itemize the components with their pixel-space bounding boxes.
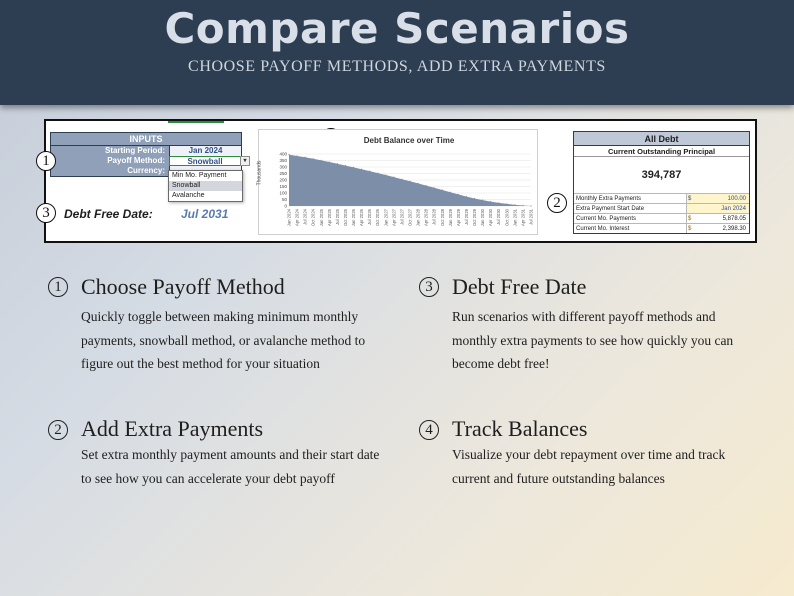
data-point xyxy=(345,165,346,166)
extra-payments-row xyxy=(574,193,749,203)
chart-y-axis-label: Thousands xyxy=(256,160,263,186)
row-label: Current Mo. Payments xyxy=(574,214,687,223)
feature-number: 3 xyxy=(419,277,439,297)
data-point xyxy=(522,205,523,206)
feature-title: Choose Payoff Method xyxy=(81,274,285,299)
input-label: Currency: xyxy=(51,166,169,176)
data-point xyxy=(401,179,402,180)
y-tick-label: 200 xyxy=(279,177,287,183)
data-point xyxy=(514,204,515,205)
marker-3: 3 xyxy=(36,203,56,223)
balance-area-series xyxy=(289,155,531,206)
data-point xyxy=(466,196,467,197)
x-tick-label: Oct 2030 xyxy=(504,208,510,226)
y-tick-label: 350 xyxy=(279,158,287,163)
data-point xyxy=(426,185,427,186)
feature-title: Debt Free Date xyxy=(452,274,587,299)
header-banner xyxy=(0,0,794,105)
extra-payment-amount[interactable]: 100.00 xyxy=(693,194,749,203)
x-tick-label: Jul 2025 xyxy=(334,209,340,225)
dropdown-option[interactable]: Snowball xyxy=(169,181,242,191)
page-subtitle: CHOOSE PAYOFF METHODS, ADD EXTRA PAYMENTS xyxy=(188,58,606,75)
input-label: Payoff Method: xyxy=(51,156,169,166)
principal-label: Current Outstanding Principal xyxy=(574,146,749,157)
feature-title: Add Extra Payments xyxy=(81,416,264,441)
x-tick-label: Oct 2024 xyxy=(310,209,316,226)
current-interest-value: 2,398.30 xyxy=(722,226,746,232)
x-tick-label: Jan 2028 xyxy=(415,209,421,227)
debt-free-label: Debt Free Date: xyxy=(64,207,153,221)
x-tick-label: Jul 2031 xyxy=(528,209,534,225)
payoff-method-cell[interactable] xyxy=(169,156,247,166)
desc-line: Quickly toggle between making minimum monthly xyxy=(81,309,359,324)
data-point xyxy=(417,183,418,184)
x-tick-label: Apr 2027 xyxy=(391,209,397,226)
currency-symbol: $ xyxy=(688,196,692,202)
x-tick-label: Apr 2028 xyxy=(423,209,429,226)
debt-free-value: Jul 2031 xyxy=(181,207,229,221)
data-point xyxy=(329,161,330,162)
x-tick-label: Jul 2029 xyxy=(463,209,469,225)
data-point xyxy=(305,157,306,158)
payoff-method-dropdown xyxy=(168,170,243,202)
x-tick-label: Apr 2030 xyxy=(488,209,494,226)
desc-line: payments, snowball method, or avalanche method to xyxy=(81,332,366,348)
extra-start-row xyxy=(574,203,749,213)
currency-symbol: $ xyxy=(688,226,692,232)
currency-symbol: $ xyxy=(688,216,692,222)
debt-balance-chart xyxy=(258,129,538,235)
input-label: Starting Period: xyxy=(51,146,169,156)
y-tick-label: 400 xyxy=(279,151,287,157)
x-tick-label: Jul 2024 xyxy=(302,209,308,225)
x-tick-label: Jul 2030 xyxy=(496,209,502,225)
marker-1: 1 xyxy=(36,151,56,171)
x-tick-label: Oct 2025 xyxy=(342,209,348,226)
x-tick-label: Oct 2027 xyxy=(407,209,413,226)
x-tick-label: Oct 2029 xyxy=(472,209,478,226)
data-point xyxy=(409,181,410,182)
y-tick-label: 300 xyxy=(279,164,287,170)
page-title: Compare Scenarios xyxy=(164,4,630,53)
data-point xyxy=(288,154,289,155)
data-point xyxy=(361,169,362,170)
data-point xyxy=(450,192,451,193)
feature-number: 2 xyxy=(48,420,68,440)
data-point xyxy=(474,198,475,199)
x-tick-label: Jan 2030 xyxy=(480,209,486,227)
feature-title: Track Balances xyxy=(452,416,588,441)
data-point xyxy=(377,173,378,174)
spreadsheet-preview xyxy=(44,119,757,243)
y-tick-label: 100 xyxy=(279,190,287,196)
data-point xyxy=(482,200,483,201)
feature-choose-payoff xyxy=(48,274,388,384)
y-tick-label: 50 xyxy=(281,197,287,202)
x-tick-label: Apr 2031 xyxy=(520,209,526,226)
cell-selection-line xyxy=(168,121,224,123)
extra-start-date[interactable]: Jan 2024 xyxy=(693,204,749,213)
x-tick-label: Oct 2028 xyxy=(439,209,445,226)
data-point xyxy=(353,167,354,168)
input-row-starting-period xyxy=(51,146,241,156)
inputs-header: INPUTS xyxy=(51,133,241,146)
x-tick-label: Jul 2026 xyxy=(367,209,373,225)
data-point xyxy=(337,163,338,164)
x-tick-label: Apr 2025 xyxy=(326,209,332,226)
feature-extra-payments xyxy=(48,416,408,496)
current-interest-row xyxy=(574,223,749,233)
x-tick-label: Jul 2028 xyxy=(431,209,437,225)
starting-period-cell[interactable]: Jan 2024 xyxy=(169,146,241,156)
feature-description xyxy=(81,305,365,376)
desc-line: become debt free! xyxy=(452,356,550,372)
desc-line: Run scenarios with different payoff methods and xyxy=(452,309,716,324)
x-tick-label: Jan 2031 xyxy=(512,209,518,227)
data-point xyxy=(498,202,499,203)
feature-debt-free-date xyxy=(419,274,779,384)
row-label: Current Mo. Interest xyxy=(574,224,687,233)
x-tick-label: Jan 2029 xyxy=(447,209,453,227)
principal-value: 394,787 xyxy=(641,169,682,181)
x-tick-label: Oct 2026 xyxy=(375,209,381,226)
payoff-method-value: Snowball xyxy=(187,157,223,166)
data-point xyxy=(385,174,386,175)
y-tick-label: 150 xyxy=(279,184,287,189)
feature-description xyxy=(452,443,725,490)
dropdown-arrow-icon[interactable]: ▾ xyxy=(240,156,250,166)
desc-line: Visualize your debt repayment over time and track xyxy=(452,447,726,462)
x-tick-label: Apr 2029 xyxy=(455,209,461,226)
feature-description xyxy=(452,305,733,376)
desc-line: current and future outstanding balances xyxy=(452,470,665,486)
desc-line: to see how you can accelerate your debt payoff xyxy=(81,470,335,486)
desc-line: monthly extra payments to see how quickly you can xyxy=(452,332,734,348)
x-tick-label: Apr 2026 xyxy=(359,209,365,226)
all-debt-header: All Debt xyxy=(574,132,749,146)
x-tick-label: Apr 2024 xyxy=(294,209,300,226)
all-debt-panel xyxy=(573,131,750,234)
feature-description xyxy=(81,443,379,490)
current-payments-row xyxy=(574,213,749,223)
marker-2: 2 xyxy=(547,193,567,213)
desc-line: figure out the best method for your situation xyxy=(81,356,320,372)
dropdown-option[interactable]: Min Mo. Payment xyxy=(172,172,227,179)
data-point xyxy=(321,160,322,161)
input-row-payoff-method xyxy=(51,156,247,166)
feature-number: 4 xyxy=(419,420,439,440)
current-payments-value: 5,878.05 xyxy=(722,216,746,222)
data-point xyxy=(530,205,531,206)
x-tick-label: Jan 2027 xyxy=(383,209,389,227)
data-point xyxy=(393,177,394,178)
data-point xyxy=(434,187,435,188)
x-tick-label: Jul 2027 xyxy=(399,209,405,225)
data-point xyxy=(313,158,314,159)
data-point xyxy=(369,171,370,172)
x-tick-label: Jan 2024 xyxy=(286,209,292,227)
data-point xyxy=(458,194,459,195)
x-tick-label: Jan 2025 xyxy=(318,209,324,227)
feature-track-balances xyxy=(419,416,779,496)
data-point xyxy=(506,203,507,204)
y-tick-label: 250 xyxy=(279,171,287,176)
row-label: Extra Payment Start Date xyxy=(574,204,687,213)
row-label: Monthly Extra Payments xyxy=(574,194,687,203)
chart-title: Debt Balance over Time xyxy=(363,136,455,145)
x-tick-label: Jan 2026 xyxy=(351,209,357,227)
desc-line: Set extra monthly payment amounts and their start date xyxy=(81,447,380,462)
dropdown-option[interactable]: Avalanche xyxy=(172,192,205,199)
data-point xyxy=(442,189,443,190)
data-point xyxy=(490,201,491,202)
feature-number: 1 xyxy=(48,277,68,297)
y-tick-label: 0 xyxy=(284,203,287,209)
data-point xyxy=(296,155,297,156)
chart-plot xyxy=(259,130,539,236)
